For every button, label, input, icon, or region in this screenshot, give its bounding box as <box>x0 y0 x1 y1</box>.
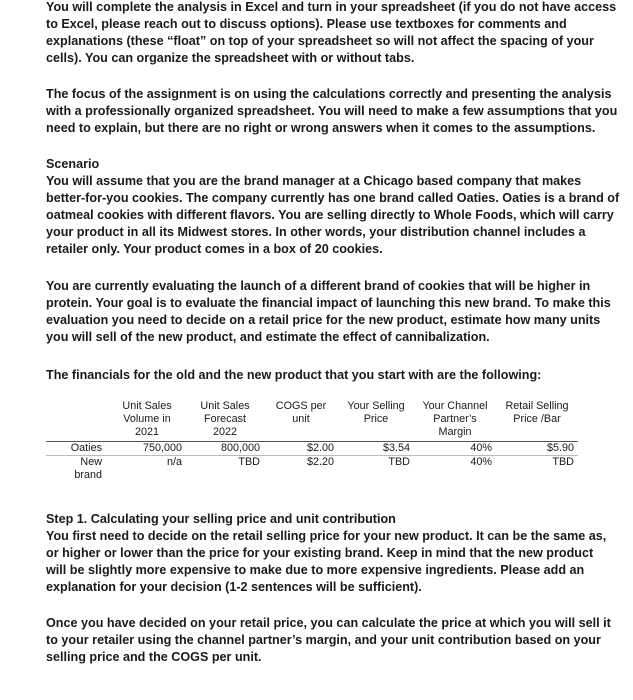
text-line: protein. Your goal is to evaluate the financial impact of launching this new brand. To make this <box>46 296 611 310</box>
table-cell: n/a <box>166 456 182 468</box>
text-line: oatmeal cookies with different flavors. You are selling directly to Whole Foods, which will carry <box>46 208 614 222</box>
step1-section <box>46 511 606 596</box>
table-cell: TBD <box>388 456 410 468</box>
text-line: with a professionally organized spreadsheet. You will need to make a few assumptions that you <box>46 104 618 118</box>
row-label: New brand <box>74 456 102 481</box>
once-paragraph <box>46 615 611 666</box>
table-row <box>46 456 578 483</box>
financials-intro <box>46 367 606 384</box>
table-cell: 750,000 <box>142 442 182 454</box>
text-line: your product in all its Midwest stores. In other words, your distribution channel includes a <box>46 225 586 239</box>
text-line: retailer only. Your product comes in a box of 20 cookies. <box>46 242 383 256</box>
table-cell: $3.54 <box>382 442 410 454</box>
column-header-cogs: COGS per unit <box>275 400 327 425</box>
column-header-channel-margin: Your Channel Partner’s Margin <box>422 400 488 438</box>
text-line: to Excel, please reach out to discuss options). Please use textboxes for comments and <box>46 17 567 31</box>
table-row <box>46 442 578 456</box>
text-line: The financials for the old and the new product that you start with are the following: <box>46 368 542 382</box>
step1-heading: Step 1. Calculating your selling price and unit contribution <box>46 512 396 526</box>
text-line: explanations (these “float” on top of your spreadsheet so will not affect the spacing of your <box>46 34 594 48</box>
scenario-section <box>46 156 620 258</box>
table-cell: $2.00 <box>306 442 334 454</box>
scenario-heading: Scenario <box>46 157 100 171</box>
financials-table <box>46 400 578 482</box>
text-line: selling price and the COGS per unit. <box>46 650 262 664</box>
text-line: cells). You can organize the spreadsheet with or without tabs. <box>46 51 415 65</box>
text-line: need to explain, but there are no right or wrong answers when it comes to the assumptions. <box>46 121 596 135</box>
text-line: You will assume that you are the brand manager at a Chicago based company that makes <box>46 174 582 188</box>
column-header-unit-sales-2021: Unit Sales Volume in 2021 <box>122 400 172 438</box>
column-header-selling-price: Your Selling Price <box>347 400 405 425</box>
evaluating-paragraph <box>46 278 611 346</box>
text-line: The focus of the assignment is on using the calculations correctly and presenting the analysis <box>46 87 612 101</box>
table-cell: 800,000 <box>220 442 260 454</box>
table-cell: 40% <box>470 456 492 468</box>
text-line: to your retailer using the channel partner’s margin, and your unit contribution based on your <box>46 633 601 647</box>
text-line: you will sell of the new product, and estimate the effect of cannibalization. <box>46 330 490 344</box>
text-line: You first need to decide on the retail selling price for your new product. It can be the same as, <box>46 529 607 543</box>
text-line: better-for-you cookies. The company currently has one brand called Oaties. Oaties is a brand of <box>46 191 620 205</box>
text-line: or higher or lower than the price for your existing brand. Keep in mind that the new product <box>46 546 594 560</box>
table-cell: 40% <box>470 442 492 454</box>
table-cell: $5.90 <box>546 442 574 454</box>
table-cell: TBD <box>552 456 574 468</box>
focus-paragraph <box>46 86 618 137</box>
text-line: You are currently evaluating the launch of a different brand of cookies that will be higher in <box>46 279 591 293</box>
text-line: will be slightly more expensive to make due to more expensive ingredients. Please add an <box>46 563 585 577</box>
table-cell: TBD <box>238 456 260 468</box>
text-line: explanation for your decision (1-2 sentences will be sufficient). <box>46 580 422 594</box>
text-line: You will complete the analysis in Excel and turn in your spreadsheet (if you do not have access <box>46 0 617 14</box>
intro-paragraph <box>46 0 617 67</box>
table-cell: $2.20 <box>306 456 334 468</box>
column-header-unit-sales-forecast-2022: Unit Sales Forecast 2022 <box>200 400 250 438</box>
row-label: Oaties <box>70 442 102 454</box>
text-line: evaluation you need to decide on a retail price for the new product, estimate how many units <box>46 313 601 327</box>
column-header-retail-price: Retail Selling Price /Bar <box>505 400 569 425</box>
text-line: Once you have decided on your retail price, you can calculate the price at which you will sell it <box>46 616 611 630</box>
corner-cell <box>46 400 108 442</box>
table-header-row <box>46 400 578 442</box>
